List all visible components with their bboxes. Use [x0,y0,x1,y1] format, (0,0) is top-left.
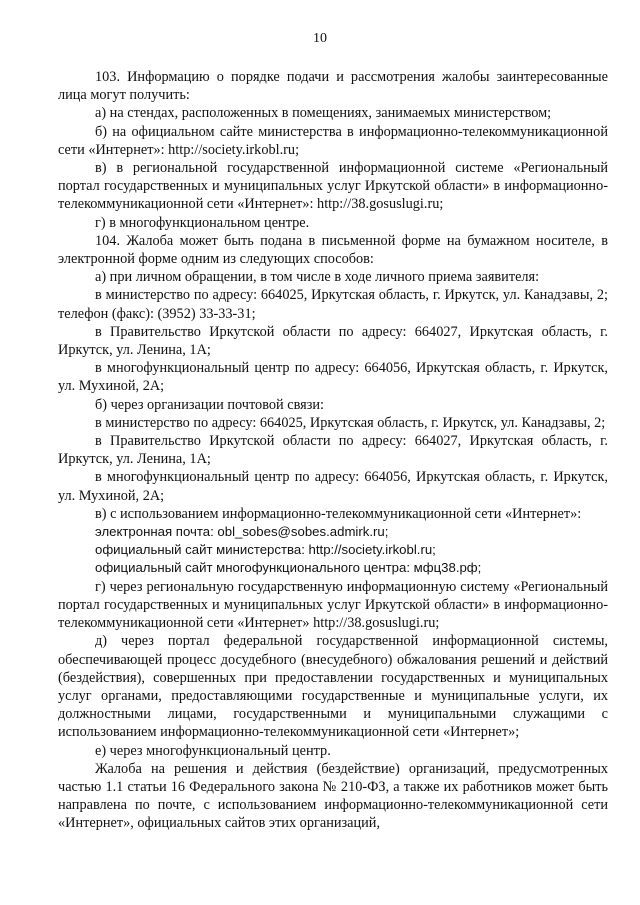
paragraph-104-v: в) с использованием информационно-телекоммуникационной сети «Интернет»: [95,505,582,522]
address-ministry-personal: в министерство по адресу: 664025, Иркутская область, г. Иркутск, ул. Канадзавы, 2; телефон (факс): (3952) 33-33-31; [58,287,608,322]
contact-mfc-site: официальный сайт многофункционального центра: мфц38.рф; [95,560,482,576]
paragraph-104-b: б) через организации почтовой связи: [95,396,324,413]
address-ministry-post: в министерство по адресу: 664025, Иркутская область, г. Иркутск, ул. Канадзавы, 2; [95,414,606,431]
address-government-post: в Правительство Иркутской области по адресу: 664027, Иркутская область, г. Иркутск, ул. Ленина, 1А; [58,433,608,468]
address-mfc-personal: в многофункциональный центр по адресу: 664056, Иркутская область, г. Иркутск, ул. Мухиной, 2А; [58,360,608,395]
paragraph-104-intro: 104. Жалоба может быть подана в письменной форме на бумажном носителе, в электронной форме одним из следующих способов: [58,232,608,268]
paragraph-104-e: е) через многофункциональный центр. [95,742,331,759]
contact-ministry-site: официальный сайт министерства: http://society.irkobl.ru; [95,542,436,558]
contact-email: электронная почта: obl_sobes@sobes.admirk.ru; [95,524,389,540]
paragraph-103-b: б) на официальном сайте министерства в информационно-телекоммуникационной сети «Интернет»: http://society.irkobl.ru; [58,123,608,158]
page-number: 10 [313,31,327,46]
address-government-personal: в Правительство Иркутской области по адресу: 664027, Иркутская область, г. Иркутск, ул. Ленина, 1А; [58,323,608,359]
paragraph-103-intro: 103. Информацию о порядке подачи и рассмотрения жалобы заинтересованные лица могут получить: [58,69,608,104]
paragraph-103-a: а) на стендах, расположенных в помещениях, занимаемых министерством; [95,105,552,122]
paragraph-104-g: г) через региональную государственную информационную систему «Региональный портал государственных и муниципальных услуг Иркутской области» в информационно-телекоммуникационной сети «Интернет» http://38.gosuslugi.ru; [58,578,608,632]
paragraph-104-a: а) при личном обращении, в том числе в ходе личного приема заявителя: [95,269,540,286]
address-mfc-post: в многофункциональный центр по адресу: 664056, Иркутская область, г. Иркутск, ул. Мухиной, 2А; [58,469,608,504]
paragraph-103-g: г) в многофункциональном центре. [95,214,310,231]
paragraph-104-d: д) через портал федеральной государственной информационной системы, обеспечивающей процесс досудебного (внесудебного) обжалования решений и действий (бездействия), совершенных при предоставлении государственных и муниципальных услуг органами, предоставляющими государственные и муниципальные услуги, их должностными лицами, государственными и муниципальными служащими с использованием информационно-телекоммуникационной сети «Интернет»; [58,633,608,741]
document-body [58,68,608,833]
paragraph-organizations-complaint: Жалоба на решения и действия (бездействие) организаций, предусмотренных частью 1.1 статьи 16 Федерального закона № 210-ФЗ, а также их работников может быть направлена по почте, с использованием информационно-телекоммуникационной сети «Интернет», официальных сайтов этих организаций, [58,760,608,832]
paragraph-103-v: в) в региональной государственной информационной системе «Региональный портал государственных и муниципальных услуг Иркутской области» в информационно-телекоммуникационной сети «Интернет»: http://38.gosuslugi.ru; [58,160,608,213]
